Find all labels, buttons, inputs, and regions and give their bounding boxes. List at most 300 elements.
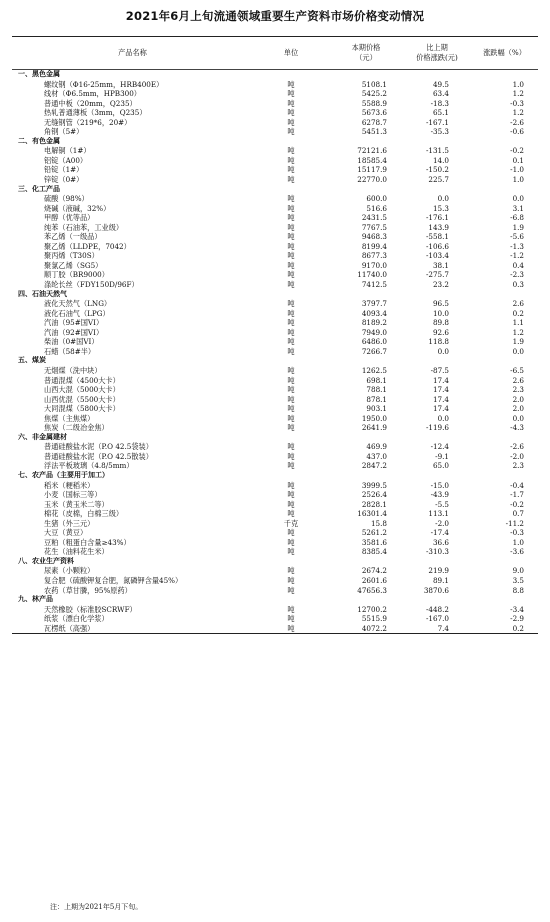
change-cell: 0.0 [437,346,449,356]
pct-cell: -2.9 [510,614,524,624]
price-cell: 8199.4 [361,241,387,251]
unit-cell [253,595,329,605]
table-row [12,395,538,405]
pct-cell: -3.6 [510,547,524,557]
price-cell: 3999.5 [361,480,387,490]
price-cell: 47656.3 [357,585,387,595]
category-row [12,290,538,300]
unit-cell [253,70,329,80]
change-cell: -119.6 [425,423,449,433]
header-change [403,37,471,70]
table-row [12,156,538,166]
change-cell: -448.2 [425,604,449,614]
unit-cell: 吨 [287,117,295,127]
pct-cell: 0.7 [512,509,524,519]
change-cell: 113.1 [428,509,449,519]
price-cell: 1262.5 [361,365,387,375]
product-name-cell: 电解铜（1#） [44,146,91,156]
price-cell: 878.1 [366,394,387,404]
table-row [12,328,538,338]
pct-cell [471,185,538,195]
pct-cell: 2.6 [512,375,524,385]
unit-cell: 吨 [287,260,295,270]
product-name-cell: 普通硅酸盐水泥（P.O 42.5散装） [44,451,153,461]
unit-cell: 吨 [287,537,295,547]
pct-cell: 1.9 [512,337,524,347]
table-row [12,232,538,242]
table-row [12,442,538,452]
product-name-cell: 农药（草甘膦，95%原药） [44,585,132,595]
table-row [12,261,538,271]
pct-cell: -2.6 [510,442,524,452]
product-name-cell: 三、化工产品 [18,184,60,193]
table-row [12,404,538,414]
price-cell: 9170.0 [361,260,387,270]
price-cell: 15.8 [370,518,387,528]
pct-cell: -0.2 [510,146,524,156]
price-cell: 469.9 [366,442,387,452]
price-cell: 2674.2 [361,566,387,576]
product-name-cell: 纯苯（石油苯，工业级） [44,222,124,232]
price-cell: 2431.5 [361,213,387,223]
pct-cell: -2.3 [510,270,524,280]
change-cell [403,595,471,605]
unit-cell: 吨 [287,175,295,185]
unit-cell: 吨 [287,127,295,137]
unit-cell: 吨 [287,480,295,490]
product-name-cell: 液化石油气（LPG） [44,308,110,318]
product-name-cell: 铝锭（A00） [44,155,88,165]
unit-cell: 吨 [287,528,295,538]
unit-cell [253,290,329,300]
pct-cell [471,356,538,366]
pct-cell: -0.3 [510,528,524,538]
price-cell: 5261.2 [361,528,387,538]
price-cell: 5451.3 [361,127,387,137]
pct-cell: 0.0 [512,346,524,356]
product-name-cell: 二、有色金属 [18,136,60,145]
pct-cell: 0.3 [512,280,524,290]
pct-cell: 9.0 [512,566,524,576]
product-name-cell: 铅锭（1#） [44,165,84,175]
price-cell: 7412.5 [361,280,387,290]
table-row [12,376,538,386]
unit-cell: 吨 [287,451,295,461]
product-name-cell: 四、石油天然气 [18,289,67,298]
change-cell: -15.0 [430,480,449,490]
price-cell: 437.0 [366,451,387,461]
change-cell: 65.1 [432,108,449,118]
unit-cell [253,137,329,147]
table-row [12,223,538,233]
table-row [12,423,538,433]
unit-cell: 吨 [287,585,295,595]
pct-cell [471,557,538,567]
change-cell: 15.3 [432,203,449,213]
pct-cell: 1.0 [512,175,524,185]
category-row [12,185,538,195]
unit-cell [253,471,329,481]
product-name-cell: 花生（油料花生米） [44,547,109,557]
price-cell: 2847.2 [361,461,387,471]
pct-cell: 0.2 [471,624,538,634]
change-cell: -5.5 [435,499,449,509]
price-cell: 8189.2 [361,318,387,328]
change-cell [403,137,471,147]
price-table [12,36,538,634]
pct-cell: -0.2 [510,499,524,509]
price-cell: 903.1 [366,404,387,414]
product-name-cell: 稻米（粳稻米） [44,480,95,490]
table-row [12,547,538,557]
table-row [12,270,538,280]
unit-cell: 吨 [287,222,295,232]
unit-cell: 吨 [287,413,295,423]
pct-cell: -11.2 [505,518,524,528]
change-cell: 23.2 [432,280,449,290]
pct-cell: -0.4 [510,480,524,490]
change-cell: -17.4 [430,528,449,538]
price-cell: 5588.9 [361,98,387,108]
product-name-cell: 螺纹钢（Φ16-25mm，HRB400E） [44,79,164,89]
price-cell: 3581.6 [361,537,387,547]
table-row [12,414,538,424]
unit-cell: 吨 [287,442,295,452]
table-row [12,175,538,185]
pct-cell [471,137,538,147]
unit-cell: 吨 [287,327,295,337]
pct-cell: -1.2 [510,251,524,261]
unit-cell: 吨 [287,280,295,290]
pct-cell: -0.3 [510,98,524,108]
product-name-cell: 尿素（小颗粒） [44,566,95,576]
price-cell [329,557,403,567]
change-cell: 0.0 [437,194,449,204]
unit-cell: 吨 [287,614,295,624]
price-cell [329,70,403,80]
price-cell: 6486.0 [361,337,387,347]
pct-cell: -6.5 [510,365,524,375]
table-row [12,118,538,128]
table-row [12,461,538,471]
product-name-cell: 普通中板（20mm，Q235） [44,98,137,108]
product-name-cell: 无烟煤（洗中块） [44,365,102,375]
table-row [12,99,538,109]
price-cell: 2601.6 [361,575,387,585]
change-cell: 0.0 [437,413,449,423]
pct-cell: 3.1 [512,203,524,213]
pct-cell [471,433,538,443]
table-row [12,242,538,252]
change-cell: -87.5 [430,365,449,375]
price-cell: 18585.4 [357,155,387,165]
pct-cell: 2.6 [512,299,524,309]
unit-cell: 吨 [287,251,295,261]
unit-cell: 吨 [287,547,295,557]
change-cell: 17.4 [432,394,449,404]
price-cell: 9468.3 [361,232,387,242]
change-cell: -103.4 [425,251,449,261]
change-cell: -2.0 [435,518,449,528]
table-row [12,566,538,576]
unit-cell: 吨 [287,365,295,375]
pct-cell: -0.6 [510,127,524,137]
table-row [12,280,538,290]
unit-cell [253,356,329,366]
unit-cell: 吨 [287,308,295,318]
pct-cell: -3.4 [510,604,524,614]
unit-cell: 吨 [287,375,295,385]
change-cell: 143.9 [428,222,449,232]
product-name-cell: 玉米（黄玉米二等） [44,499,109,509]
table-row [12,452,538,462]
price-cell: 5425.2 [361,89,387,99]
change-cell: 10.0 [432,308,449,318]
unit-cell: 吨 [287,404,295,414]
change-cell: 118.8 [428,337,449,347]
change-cell: -9.1 [435,451,449,461]
product-name-cell: 顺丁胶（BR9000） [44,270,109,280]
change-cell: 96.5 [432,299,449,309]
table-row [12,586,538,596]
price-cell: 16301.4 [357,509,387,519]
unit-cell: 吨 [287,604,295,614]
product-name-cell: 甲醇（优等品） [44,213,95,223]
product-name-cell: 八、农业生产资料 [18,556,74,565]
change-cell [403,433,471,443]
unit-cell: 吨 [287,79,295,89]
footnote: 注：上期为2021年5月下旬。 [50,903,143,911]
product-name-cell: 硫酸（98%） [44,194,89,204]
change-cell: 14.0 [432,155,449,165]
unit-cell: 吨 [287,575,295,585]
pct-cell: 0.0 [512,194,524,204]
change-cell: 92.6 [432,327,449,337]
change-cell: -275.7 [425,270,449,280]
category-row [12,433,538,443]
unit-cell [253,185,329,195]
pct-cell: 2.3 [512,385,524,395]
table-body [12,70,538,634]
price-cell [329,471,403,481]
table-row [12,194,538,204]
price-cell: 2526.4 [361,490,387,500]
category-row [12,557,538,567]
table-row [12,366,538,376]
product-name-cell: 聚乙烯（LLDPE，7042） [44,241,131,251]
product-name-cell: 豆粕（粗蛋白含量≥43%） [44,537,131,547]
product-name-cell: 汽油（92#国VI） [44,327,104,337]
unit-cell: 吨 [287,270,295,280]
price-cell: 4093.4 [361,308,387,318]
table-row [12,309,538,319]
unit-cell: 吨 [287,241,295,251]
change-cell: -176.1 [425,213,449,223]
table-row [12,108,538,118]
change-cell: -18.3 [430,98,449,108]
price-cell: 72121.6 [357,146,387,156]
header-pct: 涨跌幅（%） [471,37,538,70]
table-row [12,89,538,99]
pct-cell: 2.0 [512,394,524,404]
product-name-cell: 浮法平板玻璃（4.8/5mm） [44,461,134,471]
header-change-line2: 价格涨跌(元) [416,53,458,62]
table-row [12,519,538,529]
pct-cell: -1.3 [510,241,524,251]
table-row [12,146,538,156]
price-cell [329,137,403,147]
pct-cell: -2.0 [510,451,524,461]
product-name-cell: 汽油（95#国VI） [44,318,104,328]
category-row [12,471,538,481]
unit-cell: 吨 [287,89,295,99]
unit-cell: 吨 [287,461,295,471]
category-row [12,137,538,147]
product-name-cell: 六、非金属建材 [18,432,67,441]
product-name-cell: 焦炭（二级冶金焦） [44,423,109,433]
product-name-cell: 五、煤炭 [18,356,46,365]
unit-cell: 吨 [287,98,295,108]
product-name-cell: 大豆（黄豆） [44,528,88,538]
change-cell: 17.4 [432,385,449,395]
table-row [12,347,538,357]
pct-cell: 1.0 [512,537,524,547]
pct-cell: 8.8 [512,585,524,595]
unit-cell: 吨 [287,566,295,576]
change-cell: 3870.6 [423,585,449,595]
product-name-cell: 普通混煤（4500大卡） [44,375,120,385]
table-row [12,614,538,624]
change-cell [403,557,471,567]
price-cell: 12700.2 [357,604,387,614]
change-cell [403,185,471,195]
unit-cell: 吨 [287,194,295,204]
header-price [329,37,403,70]
product-name-cell: 线材（Φ6.5mm，HPB300） [44,89,141,99]
price-cell [329,433,403,443]
pct-cell: -2.6 [510,117,524,127]
table-row [12,337,538,347]
table-row [12,318,538,328]
pct-cell [471,471,538,481]
unit-cell: 吨 [287,165,295,175]
price-cell: 698.1 [366,375,387,385]
product-name-cell: 涤纶长丝（FDY150D/96F） [44,280,139,290]
unit-cell: 吨 [287,394,295,404]
price-cell: 7266.7 [361,346,387,356]
category-row [12,70,538,80]
change-cell: -150.2 [425,165,449,175]
table-row [12,204,538,214]
price-cell: 5673.6 [361,108,387,118]
unit-cell: 吨 [287,146,295,156]
price-cell: 5108.1 [361,79,387,89]
change-cell: -35.3 [430,127,449,137]
table-row [12,251,538,261]
unit-cell: 吨 [287,385,295,395]
header-price-line1: 本期价格 [351,43,381,52]
pct-cell: 1.2 [512,89,524,99]
change-cell [403,70,471,80]
pct-cell: 0.0 [512,413,524,423]
change-cell: 38.1 [432,260,449,270]
price-cell: 22770.0 [357,175,387,185]
change-cell: 36.6 [432,537,449,547]
price-cell: 3797.7 [361,299,387,309]
price-cell [329,290,403,300]
price-cell: 15117.9 [357,165,387,175]
unit-cell: 吨 [253,624,329,634]
pct-cell [471,70,538,80]
pct-cell: -6.8 [510,213,524,223]
change-cell: 17.4 [432,404,449,414]
table-row [12,509,538,519]
price-cell: 4072.2 [329,624,403,634]
change-cell: 89.1 [432,575,449,585]
pct-cell: 1.9 [512,222,524,232]
product-name-cell: 天然橡胶（标准胶SCRWF） [44,604,137,614]
price-cell: 788.1 [366,385,387,395]
price-cell: 516.6 [366,203,387,213]
pct-cell: 1.0 [512,79,524,89]
pct-cell: -4.3 [510,423,524,433]
price-cell: 1950.0 [361,413,387,423]
product-name-cell: 烧碱（液碱，32%） [44,203,111,213]
table-row [12,500,538,510]
pct-cell: 0.2 [512,308,524,318]
price-cell: 2828.1 [361,499,387,509]
table-row [12,385,538,395]
change-cell: 219.9 [428,566,449,576]
change-cell: 17.4 [432,375,449,385]
table-row [12,605,538,615]
pct-cell: -5.6 [510,232,524,242]
product-name-cell: 复合肥（硫酸钾复合肥，氮磷钾含量45%） [44,575,183,585]
table-row [12,576,538,586]
unit-cell: 吨 [287,232,295,242]
price-cell: 8385.4 [361,547,387,557]
table-row [12,528,538,538]
product-name-cell: 液化天然气（LNG） [44,299,112,309]
product-name-cell: 棉花（皮棉，白棉三级） [44,509,124,519]
product-name-cell: 锌锭（0#） [44,175,84,185]
header-product-name: 产品名称 [12,37,253,70]
pct-cell: 2.3 [512,461,524,471]
unit-cell: 吨 [287,509,295,519]
pct-cell: 1.1 [512,318,524,328]
pct-cell: 2.0 [512,404,524,414]
unit-cell: 吨 [287,490,295,500]
header-unit: 单位 [253,37,329,70]
unit-cell: 千克 [283,518,299,528]
change-cell: -167.0 [425,614,449,624]
change-cell [403,471,471,481]
table-row [12,80,538,90]
unit-cell [253,557,329,567]
product-name-cell: 聚氯乙烯（SG5） [44,260,103,270]
unit-cell [253,433,329,443]
change-cell: -106.6 [425,241,449,251]
product-name-cell: 普通硅酸盐水泥（P.O 42.5袋装） [44,442,153,452]
change-cell: -131.5 [425,146,449,156]
table-row [12,213,538,223]
table-row [12,481,538,491]
product-name-cell: 山西优混（5500大卡） [44,394,120,404]
table-row [12,165,538,175]
price-cell: 5515.9 [361,614,387,624]
page-title: 2021年6月上旬流通领域重要生产资料市场价格变动情况 [125,9,425,23]
price-cell: 6278.7 [361,117,387,127]
